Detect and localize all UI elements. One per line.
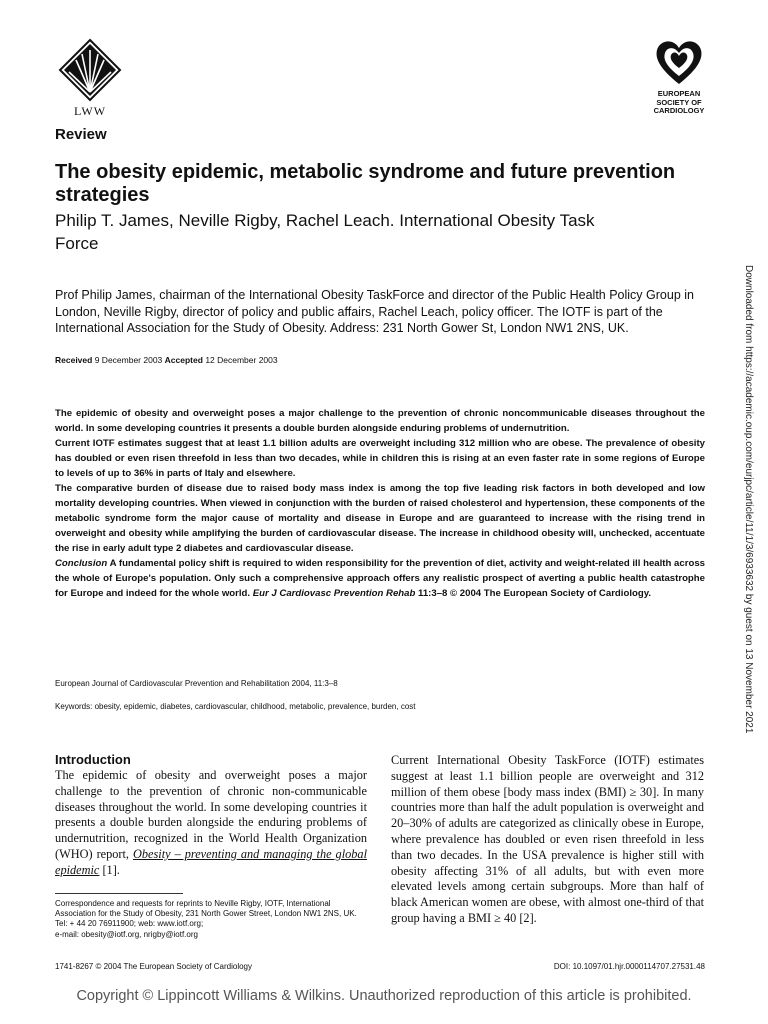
- abstract-paragraph: The comparative burden of disease due to raised body mass index is among the top five leading risk factors in both developed and low mortality developing countries. When viewed in conjunction with the burden of raised cholesterol and hypertension, these components of the metabolic syndrome form the major cause of mortality and disease in Europe and are guaranteed to increase with the rising trend in overweight and obesity while amplifying the burden of cardiovascular disease. The increase in childhood obesity will, unchecked, accentuate the rise in early adult type 2 diabetes and cardiovascular disease.: [55, 483, 705, 554]
- copyright-notice: Copyright © Lippincott Williams & Wilkins. Unauthorized reproduction of this article is prohibited.: [76, 988, 692, 1004]
- esc-logo-text: EUROPEAN SOCIETY OF CARDIOLOGY: [653, 89, 705, 115]
- correspondence-note: Correspondence and requests for reprints to Neville Rigby, IOTF, International Association for the Study of Obesity, 231 North Gower Street, London NW1 2NS, UK. Tel: + 44 20 76911900; web: www.iotf.org; e-mail: obesity@iotf.org, nrigby@iotf.org: [55, 899, 357, 939]
- introduction-heading: Introduction: [55, 752, 131, 767]
- doi: DOI: 10.1097/01.hjr.0000114707.27531.48: [553, 962, 705, 971]
- lww-emblem-icon: [58, 38, 122, 102]
- footnote-divider: [55, 893, 183, 894]
- heart-icon: [653, 38, 705, 86]
- author-affiliation: Prof Philip James, chairman of the International Obesity TaskForce and director of the Public Health Policy Group in London, Neville Rigby, director of policy and public affairs, Rachel Leach, policy officer. The IOTF is part of the International Association for the Study of Obesity. Address: 231 North Gower St, London NW1 2NS, UK.: [55, 288, 694, 335]
- article-authors: Philip T. James, Neville Rigby, Rachel Leach. International Obesity Task Force: [55, 211, 595, 253]
- received-dates: Received 9 December 2003 Accepted 12 December 2003: [55, 355, 278, 365]
- introduction-text: The epidemic of obesity and overweight poses a major challenge to the prevention of chronic non-communicable diseases throughout the world. In some developing countries it presents a double burden alongside the enduring problems of undernutrition, recognized in the World Health Organization (WHO) report, Obesity – preventing and managing the global epidemic [1].: [55, 768, 367, 877]
- abstract-paragraph: Current IOTF estimates suggest that at least 1.1 billion adults are overweight including 312 million who are obese. The prevalence of obesity has doubled or even risen threefold in less than two decades, while in children this is rising at an even faster rate in some regions of Europe to levels of up to 36% in parts of Italy and elsewhere.: [55, 438, 705, 479]
- abstract-conclusion: Conclusion A fundamental policy shift is required to widen responsibility for the prevention of diet, activity and weight-related ill health across the whole of Europe's population. Only such a comprehensive approach offers any realistic prospect of averting a public health catastrophe for Europe and indeed for the whole world. Eur J Cardiovasc Prevention Rehab 11:3–8 © 2004 The European Society of Cardiology.: [55, 558, 705, 599]
- journal-citation: European Journal of Cardiovascular Prevention and Rehabilitation 2004, 11:3–8: [55, 679, 338, 688]
- keywords: Keywords: obesity, epidemic, diabetes, cardiovascular, childhood, metabolic, prevalence, burden, cost: [55, 702, 416, 711]
- abstract: [55, 406, 705, 601]
- article-title: The obesity epidemic, metabolic syndrome and future prevention strategies: [55, 161, 676, 206]
- abstract-paragraph: The epidemic of obesity and overweight poses a major challenge to the prevention of chronic noncommunicable diseases throughout the world. In some developing countries it presents a double burden alongside enduring problems of undernutrition.: [55, 408, 705, 434]
- section-label: Review: [55, 126, 107, 143]
- issn-copyright: 1741-8267 © 2004 The European Society of Cardiology: [55, 962, 252, 971]
- lww-logo: [50, 38, 130, 122]
- right-column-text: Current International Obesity TaskForce (IOTF) estimates suggest at least 1.1 billion people are overweight and 312 million of them obese [body mass index (BMI) ≥ 30]. In many countries more than half the adult population is overweight and 20–30% of adults are categorized as clinically obese in Europe, where prevalence has doubled or even risen threefold in less than two decades. In the USA prevalence is higher still with obesity affecting 31% of all adults, but with even more elevated levels among certain subgroups. More than half of black American women are obese, with almost one-third of that group having a BMI ≥ 40 [2].: [391, 753, 704, 925]
- esc-logo: [643, 38, 715, 122]
- download-watermark: Downloaded from https://academic.oup.com/eurjpc/article/11/1/3/6933632 by guest on 13 November 2021: [743, 265, 754, 734]
- lww-logo-text: LWW: [73, 104, 107, 118]
